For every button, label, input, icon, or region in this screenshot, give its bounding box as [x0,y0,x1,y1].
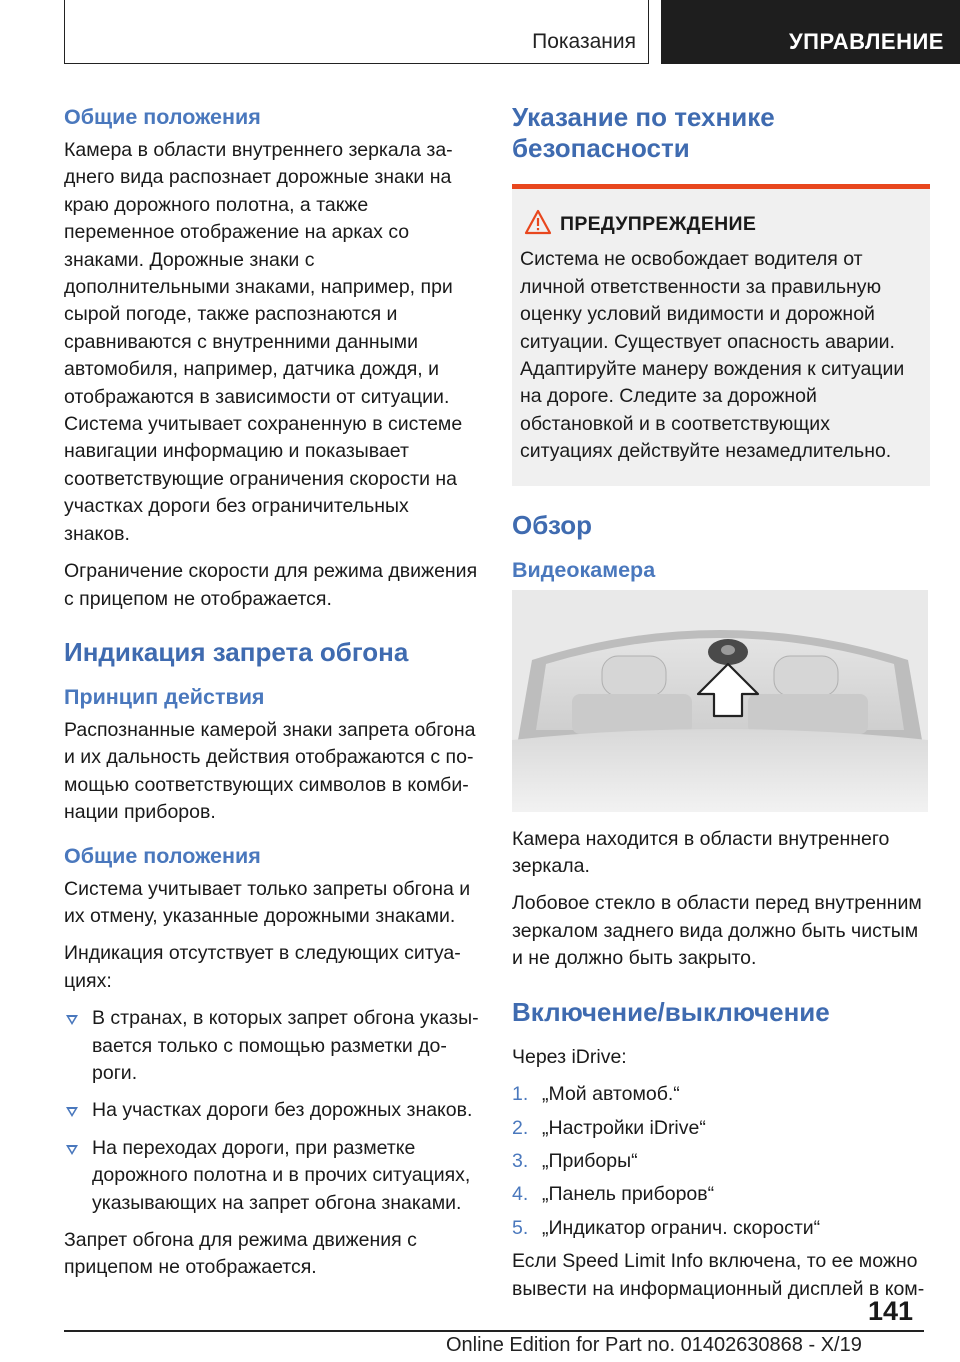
heading-general-positions: Общие положения [64,105,261,129]
heading-principle: Принцип действия [64,684,265,709]
header-chapter-box [661,0,960,64]
list-item: 5. „Индикатор огранич. скорости“ [512,1216,821,1239]
list-item: 3. „Приборы“ [512,1149,638,1172]
footer-divider [64,1330,924,1332]
heading-general-positions: Общие положения [64,843,261,868]
paragraph: Камера находится в области внутреннего зеркала. [512,827,890,878]
left-column [64,100,480,1292]
steps-list [512,1081,930,1242]
triangle-bullet-icon [66,1015,78,1025]
paragraph: Лобовое стекло в области перед внутренним зеркалом заднего вида должно быть чистым и не должно быть закрыто. [512,892,922,970]
list-item: 2. „Настройки iDrive“ [512,1116,706,1139]
paragraph: Через iDrive: [512,1045,627,1068]
heading-on-off: Включение/выключение [512,996,830,1027]
list-item: 1. „Мой автомоб.“ [512,1083,680,1106]
list-item: 4. „Панель приборов“ [512,1183,715,1206]
heading-safety: Указание по технике безопасности [512,102,775,163]
triangle-bullet-icon [66,1145,78,1155]
paragraph: Камера в области внутреннего зеркала заднего вида распознает дорожные знаки на краю дорожного полотна, а также переменное отображение на арках со знаками. Дорожные знаки с дополнительными знаками, например, при сырой погоде, также распознаются и сравниваются с внутренними данными автомобиля, например, датчика дождя, и отображаются в зависимости от ситуации. Система учитывает сохраненную в системе навигации информацию и показывает соответствующие ограничения скорости на участках дороги без ограничительных знаков. [64,139,463,545]
paragraph: Индикация отсутствует в следующих ситуациях: [64,942,461,992]
footer-edition: Online Edition for Part no. 01402630868 - X/19 [446,1334,862,1356]
paragraph: Ограничение скорости для режима движения с прицепом не отображается. [64,560,478,610]
paragraph: Система учитывает только запреты обгона и их отмену, указанные дорожными знаками. [64,877,471,927]
warning-text: Система не освобождает водителя от личной ответственности за правильную оценку условий видимости и дорожной ситуации. Существует опасность аварии. Адаптируйте манеру вождения к ситуации на дороге. Следите за дорожной обстановкой и в соответствующих ситуациях действуйте незамедлительно. [520,248,905,463]
paragraph: Запрет обгона для режима движения с прицепом не отображается. [64,1229,417,1279]
right-column [512,100,930,1313]
page-number: 141 [868,1296,914,1326]
warning-triangle-icon [524,209,552,235]
list-item: На участках дороги без дорожных знаков. [64,1097,480,1124]
heading-overview: Обзор [512,509,592,540]
camera-location-photo [512,590,928,812]
triangle-bullet-icon [66,1107,78,1117]
list-item: В странах, в которых запрет обгона указывается только с помощью разметки дороги. [64,1005,480,1087]
paragraph: Если Speed Limit Info включена, то ее можно вывести на информационный дисплей в ком- [512,1250,925,1300]
heading-video-camera: Видеокамера [512,557,656,582]
paragraph: Распознанные камерой знаки запрета обгона и их дальность действия отображаются с помощью соответствующих символов в комбинации приборов. [64,718,476,824]
header-chapter-title: УПРАВЛЕНИЕ [789,29,944,54]
warning-box [512,184,930,486]
list-item: На переходах дороги, при разметке дорожного полотна и в прочих ситуациях, указывающих на запрет обгона знаками. [64,1135,480,1217]
car-interior-illustration [512,590,928,812]
warning-title: ПРЕДУПРЕЖДЕНИЕ [560,213,757,235]
header-section-box [64,0,649,64]
bullet-list [64,1005,480,1217]
heading-overtake-indication: Индикация запрета обгона [64,636,409,667]
header-section-title: Показания [532,30,636,53]
